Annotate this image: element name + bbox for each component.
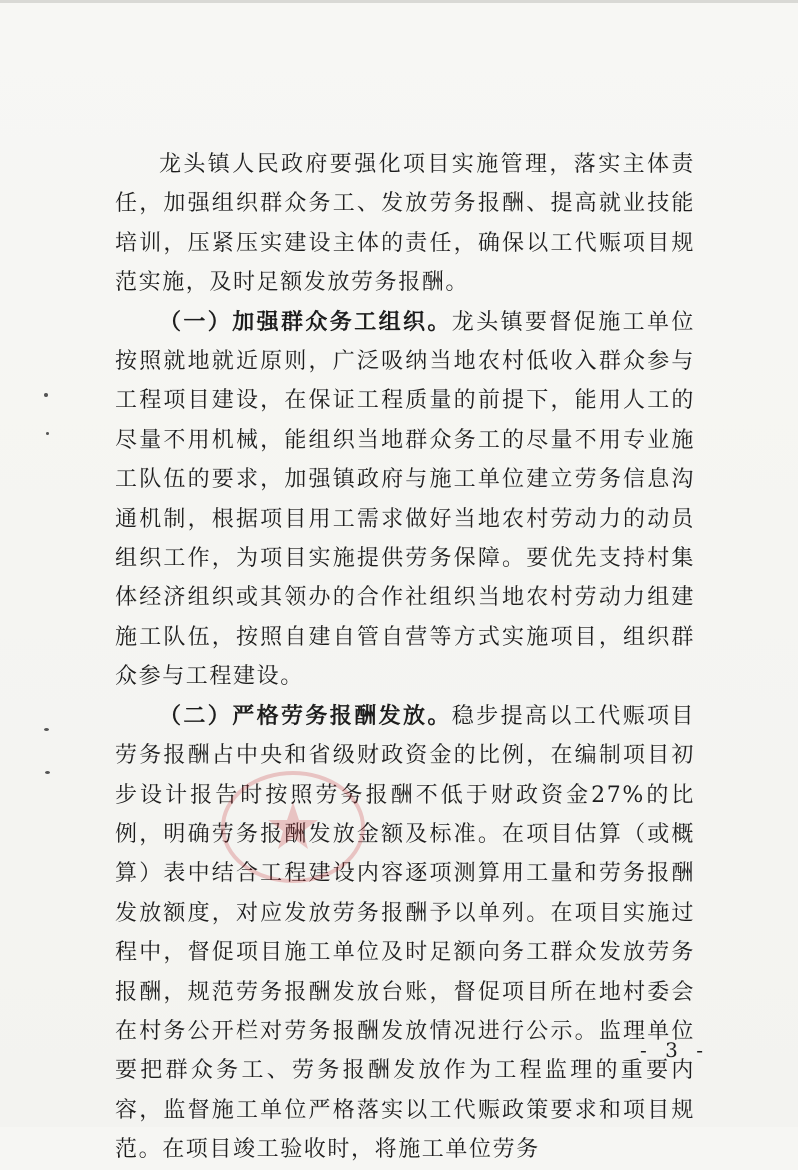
document-body [115,145,695,1170]
paragraph-section-1 [115,303,695,697]
scan-mark [44,393,48,397]
paragraph-section-2 [115,697,695,1170]
official-seal-watermark-icon [218,768,368,886]
page-number: - 3 - [640,1038,709,1062]
section-2-text: 稳步提高以工代赈项目劳务报酬占中央和省级财政资金的比例，在编制项目初步设计报告时按照劳务报酬不低于财政资金27%的比例，明确劳务报酬发放金额及标准。在项目估算（或概算）表中结合工程建设内容逐项测算用工量和劳务报酬发放额度，对应发放劳务报酬予以单列。在项目实施过程中，督促项目施工单位及时足额向务工群众发放劳务报酬，规范劳务报酬发放台账，督促项目所在地村委会在村务公开栏对劳务报酬发放情况进行公示。监理单位要把群众务工、劳务报酬发放作为工程监理的重要内容，监督施工单位严格落实以工代赈政策要求和项目规范。在项目竣工验收时，将施工单位劳务 [115,703,695,1163]
scan-mark [46,432,49,435]
paragraph-text: 龙头镇人民政府要强化项目实施管理，落实主体责任，加强组织群众务工、发放劳务报酬、提高就业技能培训，压紧压实建设主体的责任，确保以工代赈项目规范实施，及时足额发放劳务报酬。 [115,152,695,296]
section-1-text: 龙头镇要督促施工单位按照就地就近原则，广泛吸纳当地农村低收入群众参与工程项目建设，在保证工程质量的前提下，能用人工的尽量不用机械，能组织当地群众务工的尽量不用专业施工队伍的要求，加强镇政府与施工单位建立劳务信息沟通机制，根据项目用工需求做好当地农村劳动力的动员组织工作，为项目实施提供劳务保障。要优先支持村集体经济组织或其领办的合作社组织当地农村劳动力组建施工队伍，按照自建自管自营等方式实施项目，组织群众参与工程建设。 [115,309,695,690]
scan-mark [44,728,49,731]
page-top-edge [0,0,798,3]
paragraph-intro [115,145,695,303]
scan-mark [45,771,50,774]
section-1-heading: （一）加强群众务工组织。 [159,308,452,335]
section-2-heading: （二）严格劳务报酬发放。 [159,702,452,729]
